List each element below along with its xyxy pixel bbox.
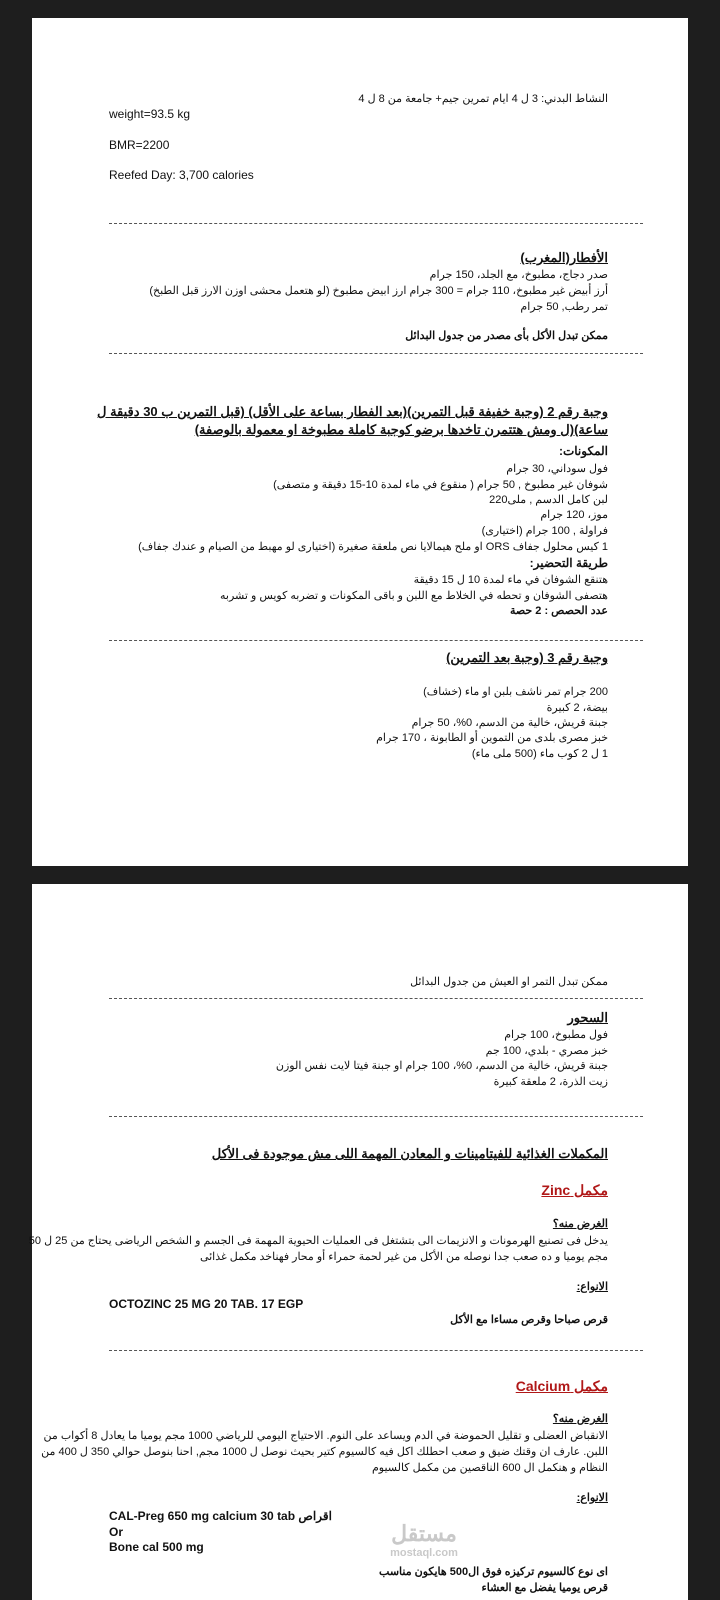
suhoor-item: فول مطبوخ، 100 جرام: [504, 1029, 608, 1041]
meal2-title-line1: وجبة رقم 2 (وجبة خفيفة قبل التمرين)(بعد الفطار بساعة على الأقل) (قبل التمرين ب 30 دقيقة ل: [97, 404, 608, 419]
ingredient-item: فراولة , 100 جرام (اختيارى): [481, 525, 608, 537]
method-step: هتنقع الشوفان في ماء لمدة 10 ل 15 دقيقة: [413, 574, 608, 586]
ingredient-item: 1 كيس محلول جفاف ORS او ملح هيمالايا نص ملعقة صغيرة (اختيارى لو مهبط من الصيام و عندك جفاف): [138, 541, 608, 553]
meal3-item: جبنة قريش، خالية من الدسم، 0%، 50 جرام: [411, 717, 608, 729]
divider: [109, 640, 643, 641]
zinc-dose: قرص صباحا وقرص مساءا مع الأكل: [450, 1314, 608, 1326]
document-page-2: [28, 884, 688, 1600]
ingredients-label: المكونات:: [558, 444, 608, 458]
suhoor-item: جبنة قريش، خالية من الدسم، 0%، 100 جرام او جبنة فيتا لايت نفس الوزن: [275, 1060, 608, 1072]
method-step: هتصفى الشوفان و تحطه في الخلاط مع اللبن و باقى المكونات و تضربه كويس و تشربه: [220, 590, 608, 602]
suhoor-item: زيت الذرة، 2 ملعقة كبيرة: [493, 1076, 608, 1088]
ingredient-item: فول سوداني، 30 جرام: [506, 463, 608, 475]
weight-line: weight=93.5 kg: [109, 107, 191, 121]
watermark-logo: مستقل: [391, 1521, 457, 1546]
zinc-purpose-label: الغرض منه؟: [552, 1218, 608, 1230]
meal3-item: بيضة، 2 كبيرة: [546, 702, 608, 714]
method-label: طريقة التحضير:: [529, 556, 608, 570]
calcium-note: اى نوع كالسيوم تركيزه فوق ال500 هايكون مناسب: [379, 1566, 608, 1578]
zinc-title: مكمل Zinc: [541, 1182, 608, 1198]
supplements-title: المكملات الغذائية للفيتامينات و المعادن المهمة اللى مش موجودة فى الأكل: [211, 1146, 608, 1161]
meal3-item: 200 جرام تمر ناشف بلبن او ماء (خشاف): [423, 686, 608, 698]
iftar-item: صدر دجاج، مطبوخ، مع الجلد، 150 جرام: [429, 269, 608, 281]
calcium-or: Or: [109, 1525, 124, 1539]
meal3-item: خبز مصرى بلدى من التموين أو الطابونة ، 170 جرام: [376, 732, 608, 744]
zinc-types-label: الانواع:: [576, 1281, 608, 1293]
divider: [109, 998, 643, 999]
ingredient-item: شوفان غير مطبوخ , 50 جرام ( منقوع في ماء لمدة 10-15 دقيقة و متصفى): [273, 479, 608, 491]
suhoor-title: السحور: [567, 1010, 608, 1025]
swap-note: ممكن تبدل التمر او العيش من جدول البدائل: [410, 976, 608, 988]
zinc-purpose-line: يدخل فى تصنيع الهرمونات و الانزيمات الى بتشتغل فى العمليات الحيوية المهمة فى الجسم و الشخص الرياضى يحتاج من 25 ل 50: [28, 1235, 608, 1247]
suhoor-item: خبز مصري - بلدي، 100 جم: [485, 1045, 608, 1057]
meal3-item: 1 ل 2 كوب ماء (500 ملى ماء): [471, 748, 608, 760]
calcium-purpose-label: الغرض منه؟: [552, 1413, 608, 1425]
bmr-line: BMR=2200: [109, 138, 170, 152]
divider: [109, 223, 643, 224]
calcium-product-2: Bone cal 500 mg: [109, 1540, 204, 1554]
watermark-url: mostaql.com: [390, 1547, 458, 1559]
ingredient-item: موز، 120 جرام: [540, 509, 608, 521]
iftar-item: أرز أبيض غير مطبوخ، 110 جرام = 300 جرام ارز ابيض مطبوخ (لو هتعمل محشى اوزن الارز قبل الطبخ): [149, 285, 608, 297]
iftar-item: تمر رطب, 50 جرام: [520, 301, 608, 313]
iftar-title: الأفطار(المغرب): [520, 250, 608, 265]
calcium-product-1: CAL-Preg 650 mg calcium 30 tab اقراص: [109, 1509, 332, 1523]
calcium-types-label: الانواع:: [576, 1492, 608, 1504]
divider: [109, 1116, 643, 1117]
calcium-purpose-line: النظام و هنكمل ال 600 الناقصين من مكمل كالسيوم: [371, 1462, 608, 1474]
meal3-title: وجبة رقم 3 (وجبة بعد التمرين): [446, 650, 608, 665]
divider: [109, 353, 643, 354]
servings-line: عدد الحصص : 2 حصة: [509, 605, 608, 617]
calcium-note: قرص يوميا يفضل مع العشاء: [481, 1582, 608, 1594]
calcium-purpose-line: الانقباض العضلى و تقليل الحموضة في الدم ويساعد على النوم. الاحتياج اليومي للرياضي 1000 مجم يوميا ما يعادل 8 أكواب من: [43, 1430, 608, 1442]
ingredient-item: لبن كامل الدسم , ملى220: [489, 494, 608, 506]
zinc-purpose-line: مجم يوميا و ده صعب جدا نوصله من الأكل من غير لحمة حمراء أو محار فهناخد مكمل غذائى: [199, 1251, 608, 1263]
divider: [109, 1350, 643, 1351]
calcium-purpose-line: اللبن. عارف ان وقتك ضيق و صعب احطلك اكل فيه كالسيوم كتير بحيث نوصل ل 1000 مجم, احنا بنوصل حوالي 350 ل 400 من: [41, 1446, 608, 1458]
meal2-title-line2: ساعة)(ل ومش هتتمرن تاخدها برضو كوجبة كاملة مطبوخة او معمولة بالوصفة): [194, 422, 608, 437]
calcium-title: مكمل Calcium: [515, 1378, 608, 1394]
refeed-line: Reefed Day: 3,700 calories: [109, 168, 254, 182]
activity-line: النشاط البدني: 3 ل 4 ايام تمرين جيم+ جامعة من 8 ل 4: [358, 93, 608, 105]
document-page-1: [32, 18, 688, 866]
zinc-product: OCTOZINC 25 MG 20 TAB. 17 EGP: [109, 1297, 304, 1311]
iftar-note: ممكن تبدل الأكل بأى مصدر من جدول البدائل: [405, 330, 608, 342]
